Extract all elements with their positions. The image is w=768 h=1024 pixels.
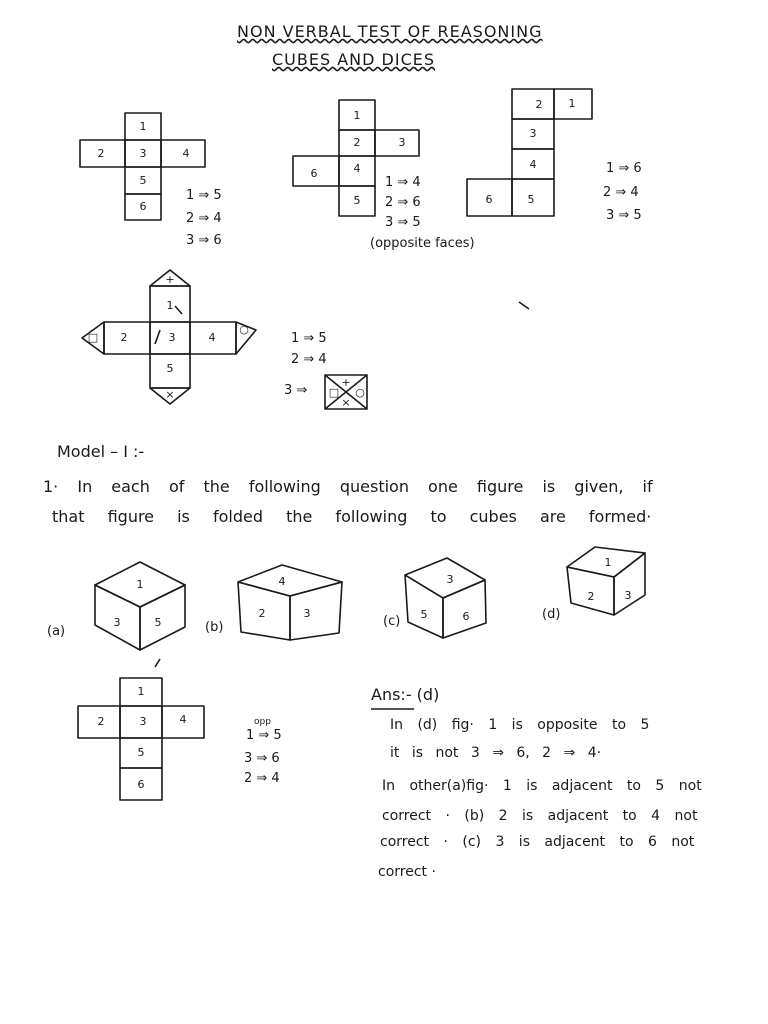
- opp-label: opp: [254, 717, 271, 727]
- question-line-2: that figure is folded the following to cubes are formed·: [52, 507, 652, 526]
- answer-pair-3: 2 ⇒ 4: [244, 771, 280, 786]
- cube-b: [238, 565, 342, 640]
- net3-pair-2: 2 ⇒ 4: [603, 185, 639, 200]
- answer-net: [78, 678, 204, 800]
- cube-d-left: 2: [587, 590, 595, 603]
- model-heading: Model – I :-: [57, 442, 145, 461]
- answer-net-face-5: 5: [137, 746, 145, 759]
- net1-face-3: 3: [139, 147, 147, 160]
- net4-square: □: [87, 331, 99, 344]
- net3-pair-3: 3 ⇒ 5: [606, 208, 642, 223]
- net1-face-1: 1: [139, 120, 147, 133]
- net-1: [80, 113, 205, 220]
- cube-d: [567, 547, 645, 615]
- answer-net-face-4: 4: [179, 713, 187, 726]
- answer-pair-2: 3 ⇒ 6: [244, 751, 280, 766]
- option-a-label: (a): [47, 624, 66, 639]
- option-c-label: (c): [383, 614, 401, 629]
- cube-b-top: 4: [278, 575, 286, 588]
- net4-face-3: 3: [168, 331, 176, 344]
- net4-cross: ×: [165, 388, 175, 401]
- answer-net-face-2: 2: [97, 715, 105, 728]
- cube-a: [95, 562, 185, 650]
- net3-face-4: 4: [529, 158, 537, 171]
- net1-pair-1: 1 ⇒ 5: [186, 188, 222, 203]
- net4-pair-2: 2 ⇒ 4: [291, 352, 327, 367]
- cube-b-right: 3: [303, 607, 311, 620]
- cube-b-left: 2: [258, 607, 266, 620]
- cube-d-top: 1: [604, 556, 612, 569]
- answer-heading: Ans:- (d): [371, 685, 440, 704]
- net3-face-5: 5: [527, 193, 535, 206]
- answer-line-6: correct ·: [378, 864, 436, 880]
- net4-plus: +: [165, 273, 175, 286]
- page-subtitle: CUBES AND DICES: [272, 50, 436, 69]
- net4-pair-1: 1 ⇒ 5: [291, 331, 327, 346]
- net3-face-3: 3: [529, 127, 537, 140]
- stray-mark: [519, 302, 529, 309]
- net1-face-4: 4: [182, 147, 190, 160]
- net1-face-2: 2: [97, 147, 105, 160]
- net1-pair-3: 3 ⇒ 6: [186, 233, 222, 248]
- symbol-cross: ×: [341, 396, 351, 409]
- net3-face-2: 2: [535, 98, 543, 111]
- net3-pair-1: 1 ⇒ 6: [606, 161, 642, 176]
- cube-d-right: 3: [624, 589, 632, 602]
- net2-face-1: 1: [353, 109, 361, 122]
- net1-face-5: 5: [139, 174, 147, 187]
- cube-a-left: 3: [113, 616, 121, 629]
- symbol-circle: ○: [355, 386, 365, 399]
- net1-pair-2: 2 ⇒ 4: [186, 211, 222, 226]
- answer-line-5: correct · (c) 3 is adjacent to 6 not: [380, 834, 695, 850]
- net3-face-1: 1: [568, 97, 576, 110]
- answer-net-face-6: 6: [137, 778, 145, 791]
- cube-a-top: 1: [136, 578, 144, 591]
- answer-net-face-1: 1: [137, 685, 145, 698]
- symbol-plus: +: [341, 376, 351, 389]
- cube-c-top: 3: [446, 573, 454, 586]
- net2-face-6: 6: [310, 167, 318, 180]
- net2-pair-2: 2 ⇒ 6: [385, 195, 421, 210]
- net-3: [467, 89, 592, 216]
- net1-face-6: 6: [139, 200, 147, 213]
- net2-note: (opposite faces): [370, 236, 475, 251]
- net-4: [82, 270, 256, 404]
- answer-line-2: it is not 3 ⇒ 6, 2 ⇒ 4·: [390, 745, 602, 761]
- cube-c-right: 6: [462, 610, 470, 623]
- symbol-square: □: [328, 386, 340, 399]
- net2-face-2: 2: [353, 136, 361, 149]
- answer-line-4: correct · (b) 2 is adjacent to 4 not: [382, 808, 698, 824]
- answer-line-1: In (d) fig· 1 is opposite to 5: [390, 717, 650, 733]
- page-title: NON VERBAL TEST OF REASONING: [237, 22, 543, 41]
- net2-face-3: 3: [398, 136, 406, 149]
- net4-pair-3: 3 ⇒: [284, 383, 308, 398]
- net2-face-5: 5: [353, 194, 361, 207]
- net4-face-2: 2: [120, 331, 128, 344]
- cube-a-right: 5: [154, 616, 162, 629]
- net3-face-6: 6: [485, 193, 493, 206]
- cube-c-left: 5: [420, 608, 428, 621]
- net4-face-5: 5: [166, 362, 174, 375]
- net2-pair-1: 1 ⇒ 4: [385, 175, 421, 190]
- net4-face-4: 4: [208, 331, 216, 344]
- net2-pair-3: 3 ⇒ 5: [385, 215, 421, 230]
- option-b-label: (b): [205, 620, 224, 635]
- answer-line-3: In other(a)fig· 1 is adjacent to 5 not: [382, 778, 702, 794]
- option-d-label: (d): [542, 607, 561, 622]
- net4-face-1: 1: [166, 299, 174, 312]
- question-line-1: 1· In each of the following question one figure is given, if: [43, 477, 653, 496]
- answer-pair-1: 1 ⇒ 5: [246, 728, 282, 743]
- net4-circle: ○: [239, 323, 249, 336]
- cube-c: [405, 558, 486, 638]
- answer-net-face-3: 3: [139, 715, 147, 728]
- net2-face-4: 4: [353, 162, 361, 175]
- symbol-face: [325, 375, 367, 409]
- stray-mark-2: [155, 659, 160, 667]
